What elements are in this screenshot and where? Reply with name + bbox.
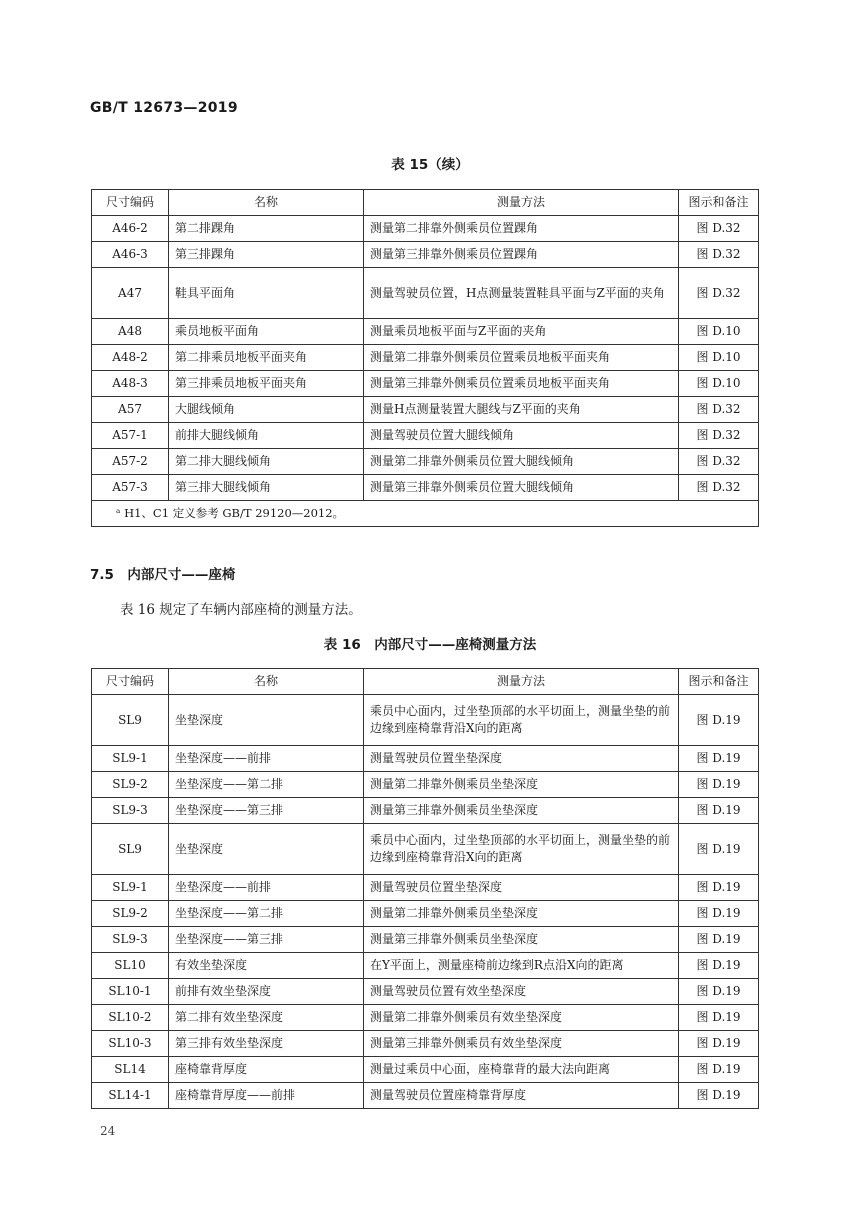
cell-method: 测量第二排靠外侧乘员坐垫深度 bbox=[364, 901, 679, 927]
cell-method: 测量驾驶员位置座椅靠背厚度 bbox=[364, 1083, 679, 1109]
table-row bbox=[92, 216, 759, 242]
cell-figure: 图 D.32 bbox=[679, 423, 759, 449]
table-row bbox=[92, 798, 759, 824]
cell-figure: 图 D.19 bbox=[679, 746, 759, 772]
table-row bbox=[92, 979, 759, 1005]
cell-method: 测量乘员地板平面与Z平面的夹角 bbox=[364, 319, 679, 345]
cell-figure: 图 D.32 bbox=[679, 242, 759, 268]
table-row bbox=[92, 319, 759, 345]
column-header-figure: 图示和备注 bbox=[679, 190, 759, 216]
table-row bbox=[92, 268, 759, 319]
cell-method: 测量第二排靠外侧乘员坐垫深度 bbox=[364, 772, 679, 798]
cell-name: 坐垫深度——前排 bbox=[169, 875, 364, 901]
cell-figure: 图 D.19 bbox=[679, 901, 759, 927]
column-header-method: 测量方法 bbox=[364, 190, 679, 216]
table16-caption: 表 16 内部尺寸——座椅测量方法 bbox=[323, 637, 537, 653]
table-15 bbox=[91, 189, 759, 527]
page-number: 24 bbox=[100, 1124, 116, 1138]
document-number: GB/T 12673—2019 bbox=[90, 100, 238, 116]
table-row bbox=[92, 475, 759, 501]
cell-name: 座椅靠背厚度——前排 bbox=[169, 1083, 364, 1109]
cell-code: A46-2 bbox=[92, 216, 169, 242]
cell-name: 坐垫深度 bbox=[169, 824, 364, 875]
cell-method: 测量第三排靠外侧乘员坐垫深度 bbox=[364, 798, 679, 824]
cell-name: 有效坐垫深度 bbox=[169, 953, 364, 979]
cell-method: 测量第三排靠外侧乘员位置乘员地板平面夹角 bbox=[364, 371, 679, 397]
table-row bbox=[92, 824, 759, 875]
cell-name: 坐垫深度——第三排 bbox=[169, 927, 364, 953]
table-16 bbox=[91, 668, 759, 1109]
cell-code: SL9-1 bbox=[92, 875, 169, 901]
cell-method: 测量驾驶员位置有效坐垫深度 bbox=[364, 979, 679, 1005]
cell-code: SL10 bbox=[92, 953, 169, 979]
table-row bbox=[92, 449, 759, 475]
cell-method: 测量第二排靠外侧乘员位置乘员地板平面夹角 bbox=[364, 345, 679, 371]
cell-figure: 图 D.19 bbox=[679, 1005, 759, 1031]
cell-code: A57 bbox=[92, 397, 169, 423]
cell-name: 第三排有效坐垫深度 bbox=[169, 1031, 364, 1057]
table-row bbox=[92, 371, 759, 397]
cell-name: 前排有效坐垫深度 bbox=[169, 979, 364, 1005]
table15-footnote: ᵃ H1、C1 定义参考 GB/T 29120—2012。 bbox=[92, 501, 759, 527]
cell-method: 在Y平面上，测量座椅前边缘到R点沿X向的距离 bbox=[364, 953, 679, 979]
cell-method: 测量第三排靠外侧乘员位置大腿线倾角 bbox=[364, 475, 679, 501]
cell-name: 坐垫深度——前排 bbox=[169, 746, 364, 772]
table-row bbox=[92, 423, 759, 449]
table-row bbox=[92, 927, 759, 953]
cell-method: 测量驾驶员位置，H点测量装置鞋具平面与Z平面的夹角 bbox=[364, 268, 679, 319]
cell-method: 测量驾驶员位置坐垫深度 bbox=[364, 875, 679, 901]
section-heading: 7.5 内部尺寸——座椅 bbox=[90, 567, 236, 583]
cell-name: 第三排乘员地板平面夹角 bbox=[169, 371, 364, 397]
column-header-name: 名称 bbox=[169, 669, 364, 695]
table-row bbox=[92, 772, 759, 798]
table-header-row bbox=[92, 669, 759, 695]
cell-code: SL9-1 bbox=[92, 746, 169, 772]
table-row bbox=[92, 1083, 759, 1109]
cell-figure: 图 D.19 bbox=[679, 824, 759, 875]
cell-name: 第二排踝角 bbox=[169, 216, 364, 242]
cell-method: 乘员中心面内，过坐垫顶部的水平切面上，测量坐垫的前边缘到座椅靠背沿X向的距离 bbox=[364, 695, 679, 746]
cell-name: 坐垫深度——第二排 bbox=[169, 901, 364, 927]
cell-method: 测量第三排靠外侧乘员有效坐垫深度 bbox=[364, 1031, 679, 1057]
cell-code: A57-2 bbox=[92, 449, 169, 475]
table-row bbox=[92, 1057, 759, 1083]
cell-code: A48-2 bbox=[92, 345, 169, 371]
cell-name: 第三排大腿线倾角 bbox=[169, 475, 364, 501]
cell-code: SL9 bbox=[92, 824, 169, 875]
cell-figure: 图 D.19 bbox=[679, 798, 759, 824]
cell-name: 坐垫深度——第三排 bbox=[169, 798, 364, 824]
cell-figure: 图 D.32 bbox=[679, 475, 759, 501]
cell-name: 第二排大腿线倾角 bbox=[169, 449, 364, 475]
cell-figure: 图 D.19 bbox=[679, 772, 759, 798]
column-header-method: 测量方法 bbox=[364, 669, 679, 695]
cell-name: 前排大腿线倾角 bbox=[169, 423, 364, 449]
cell-figure: 图 D.10 bbox=[679, 319, 759, 345]
cell-figure: 图 D.32 bbox=[679, 397, 759, 423]
cell-code: A46-3 bbox=[92, 242, 169, 268]
cell-name: 坐垫深度——第二排 bbox=[169, 772, 364, 798]
table-header-row bbox=[92, 190, 759, 216]
cell-code: SL10-2 bbox=[92, 1005, 169, 1031]
cell-method: 测量第二排靠外侧乘员有效坐垫深度 bbox=[364, 1005, 679, 1031]
cell-code: SL9 bbox=[92, 695, 169, 746]
cell-figure: 图 D.32 bbox=[679, 268, 759, 319]
cell-code: SL14-1 bbox=[92, 1083, 169, 1109]
cell-figure: 图 D.19 bbox=[679, 953, 759, 979]
cell-code: A48 bbox=[92, 319, 169, 345]
cell-method: 测量第二排靠外侧乘员位置大腿线倾角 bbox=[364, 449, 679, 475]
cell-figure: 图 D.19 bbox=[679, 1031, 759, 1057]
table-row bbox=[92, 746, 759, 772]
cell-code: SL9-2 bbox=[92, 901, 169, 927]
cell-name: 大腿线倾角 bbox=[169, 397, 364, 423]
table-row bbox=[92, 953, 759, 979]
table-row bbox=[92, 397, 759, 423]
cell-name: 座椅靠背厚度 bbox=[169, 1057, 364, 1083]
cell-figure: 图 D.19 bbox=[679, 1057, 759, 1083]
table-row bbox=[92, 695, 759, 746]
column-header-code: 尺寸编码 bbox=[92, 669, 169, 695]
cell-figure: 图 D.10 bbox=[679, 345, 759, 371]
cell-figure: 图 D.32 bbox=[679, 449, 759, 475]
cell-method: 测量过乘员中心面，座椅靠背的最大法向距离 bbox=[364, 1057, 679, 1083]
cell-figure: 图 D.19 bbox=[679, 1083, 759, 1109]
table15-caption: 表 15（续） bbox=[391, 157, 469, 173]
body-paragraph: 表 16 规定了车辆内部座椅的测量方法。 bbox=[120, 602, 362, 618]
cell-figure: 图 D.32 bbox=[679, 216, 759, 242]
table-row bbox=[92, 1031, 759, 1057]
cell-name: 坐垫深度 bbox=[169, 695, 364, 746]
cell-code: SL9-3 bbox=[92, 798, 169, 824]
cell-method: 测量驾驶员位置坐垫深度 bbox=[364, 746, 679, 772]
cell-method: 测量第三排靠外侧乘员位置踝角 bbox=[364, 242, 679, 268]
cell-code: A48-3 bbox=[92, 371, 169, 397]
column-header-figure: 图示和备注 bbox=[679, 669, 759, 695]
cell-code: SL10-3 bbox=[92, 1031, 169, 1057]
cell-name: 鞋具平面角 bbox=[169, 268, 364, 319]
cell-name: 乘员地板平面角 bbox=[169, 319, 364, 345]
cell-figure: 图 D.19 bbox=[679, 979, 759, 1005]
cell-name: 第二排有效坐垫深度 bbox=[169, 1005, 364, 1031]
cell-code: A57-1 bbox=[92, 423, 169, 449]
cell-figure: 图 D.19 bbox=[679, 927, 759, 953]
cell-name: 第三排踝角 bbox=[169, 242, 364, 268]
table-row bbox=[92, 901, 759, 927]
table-row bbox=[92, 1005, 759, 1031]
column-header-code: 尺寸编码 bbox=[92, 190, 169, 216]
cell-figure: 图 D.19 bbox=[679, 695, 759, 746]
column-header-name: 名称 bbox=[169, 190, 364, 216]
cell-code: A47 bbox=[92, 268, 169, 319]
cell-code: A57-3 bbox=[92, 475, 169, 501]
cell-method: 乘员中心面内，过坐垫顶部的水平切面上，测量坐垫的前边缘到座椅靠背沿X向的距离 bbox=[364, 824, 679, 875]
cell-code: SL14 bbox=[92, 1057, 169, 1083]
cell-figure: 图 D.19 bbox=[679, 875, 759, 901]
cell-method: 测量驾驶员位置大腿线倾角 bbox=[364, 423, 679, 449]
cell-code: SL9-2 bbox=[92, 772, 169, 798]
cell-figure: 图 D.10 bbox=[679, 371, 759, 397]
cell-method: 测量第三排靠外侧乘员坐垫深度 bbox=[364, 927, 679, 953]
cell-method: 测量H点测量装置大腿线与Z平面的夹角 bbox=[364, 397, 679, 423]
table-row bbox=[92, 875, 759, 901]
table-row bbox=[92, 242, 759, 268]
cell-method: 测量第二排靠外侧乘员位置踝角 bbox=[364, 216, 679, 242]
cell-code: SL9-3 bbox=[92, 927, 169, 953]
cell-name: 第二排乘员地板平面夹角 bbox=[169, 345, 364, 371]
footnote-row bbox=[92, 501, 759, 527]
cell-code: SL10-1 bbox=[92, 979, 169, 1005]
table-row bbox=[92, 345, 759, 371]
